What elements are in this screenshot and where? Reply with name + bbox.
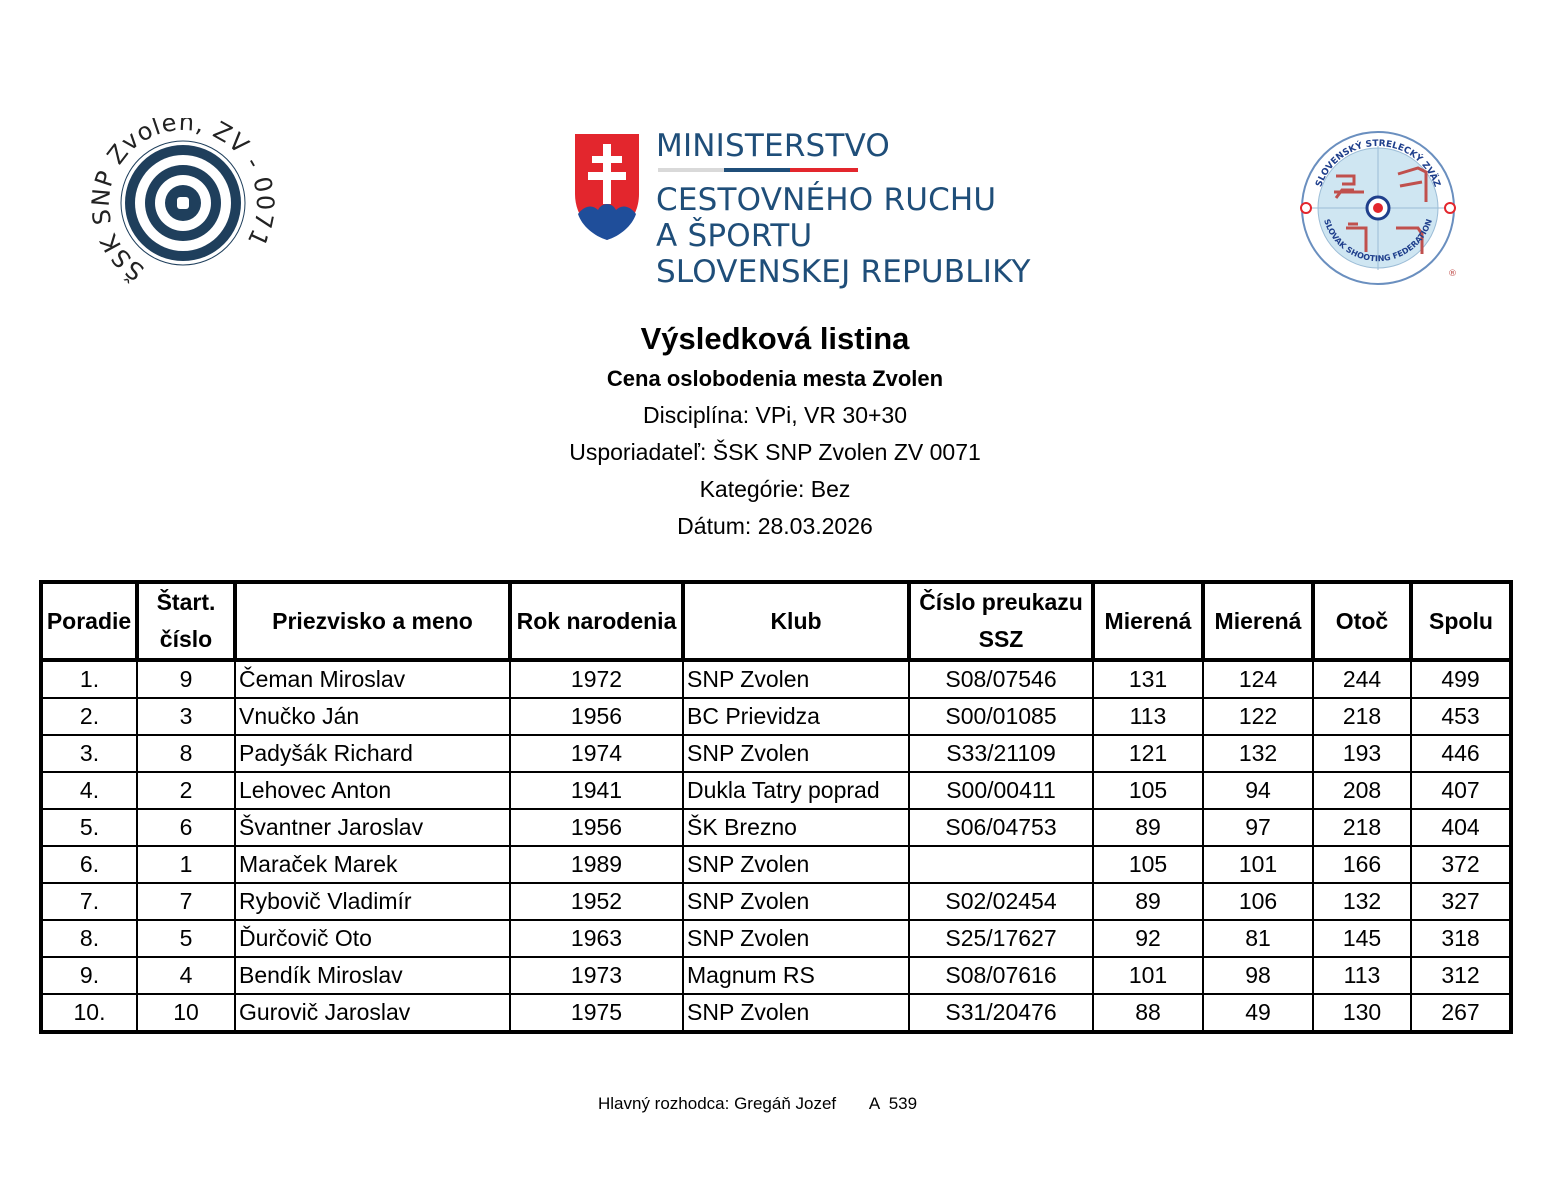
- ministry-line-4: SLOVENSKEJ REPUBLIKY: [656, 254, 1031, 290]
- table-row: [41, 772, 1511, 809]
- cell-rank: 7.: [41, 883, 137, 920]
- cell-rotating: 244: [1313, 660, 1411, 698]
- cell-birth-year: 1975: [510, 994, 683, 1032]
- cell-rotating: 145: [1313, 920, 1411, 957]
- ministry-tricolor-bar: [658, 168, 858, 172]
- column-header-label: Poradie: [46, 607, 132, 634]
- date: Dátum: 28.03.2026: [677, 513, 873, 539]
- cell-aimed-2: 106: [1203, 883, 1313, 920]
- column-header: [1411, 582, 1511, 660]
- federation-logo: [1296, 128, 1466, 288]
- cell-total: 318: [1411, 920, 1511, 957]
- slovak-coat-of-arms-icon: [572, 132, 642, 242]
- club-logo-ring-text: ŠSK SNP Zvolen, ZV - 0071: [88, 118, 278, 287]
- ministry-logo: [572, 128, 1031, 303]
- results-table: [39, 580, 1513, 1034]
- page-title: Výsledková listina: [640, 321, 910, 356]
- ministry-line-1: MINISTERSTVO: [656, 128, 891, 164]
- cell-license-number: S00/01085: [909, 698, 1093, 735]
- cell-rotating: 218: [1313, 698, 1411, 735]
- cell-start-number: 7: [137, 883, 235, 920]
- cell-aimed-1: 113: [1093, 698, 1203, 735]
- cell-start-number: 8: [137, 735, 235, 772]
- cell-rank: 9.: [41, 957, 137, 994]
- cell-name: Padyšák Richard: [235, 735, 510, 772]
- chief-referee: Hlavný rozhodca: Gregáň Jozef: [598, 1094, 837, 1113]
- cell-rotating: 130: [1313, 994, 1411, 1032]
- column-header: [1203, 582, 1313, 660]
- column-header-label: Otoč: [1335, 607, 1389, 634]
- referee-license-code: A 539: [868, 1094, 918, 1113]
- cell-club: ŠK Brezno: [683, 809, 909, 846]
- cell-club: Dukla Tatry poprad: [683, 772, 909, 809]
- cell-rank: 10.: [41, 994, 137, 1032]
- column-header-label: Štart.: [156, 589, 216, 615]
- cell-rotating: 193: [1313, 735, 1411, 772]
- column-header-label: Mierená: [1214, 607, 1302, 634]
- cell-club: SNP Zvolen: [683, 660, 909, 698]
- column-header: [1313, 582, 1411, 660]
- cell-birth-year: 1974: [510, 735, 683, 772]
- column-header: [235, 582, 510, 660]
- column-header: [41, 582, 137, 660]
- cell-rotating: 113: [1313, 957, 1411, 994]
- document-header: [0, 318, 1550, 545]
- cell-total: 446: [1411, 735, 1511, 772]
- column-header-label-line2: číslo: [159, 626, 213, 652]
- table-row: [41, 698, 1511, 735]
- column-header-label: Rok narodenia: [516, 607, 677, 634]
- cell-rank: 5.: [41, 809, 137, 846]
- cell-total: 327: [1411, 883, 1511, 920]
- cell-name: Vnučko Ján: [235, 698, 510, 735]
- table-row: [41, 957, 1511, 994]
- cell-club: SNP Zvolen: [683, 846, 909, 883]
- table-row: [41, 846, 1511, 883]
- cell-aimed-1: 101: [1093, 957, 1203, 994]
- cell-start-number: 9: [137, 660, 235, 698]
- cell-aimed-2: 49: [1203, 994, 1313, 1032]
- cell-aimed-2: 97: [1203, 809, 1313, 846]
- cell-aimed-1: 131: [1093, 660, 1203, 698]
- table-header-row: [41, 582, 1511, 660]
- cell-aimed-2: 94: [1203, 772, 1313, 809]
- cell-start-number: 10: [137, 994, 235, 1032]
- cell-birth-year: 1941: [510, 772, 683, 809]
- cell-rank: 3.: [41, 735, 137, 772]
- cell-start-number: 2: [137, 772, 235, 809]
- cell-license-number: S08/07616: [909, 957, 1093, 994]
- cell-club: SNP Zvolen: [683, 920, 909, 957]
- cell-birth-year: 1963: [510, 920, 683, 957]
- federation-top-text: SLOVENSKÝ STRELECKÝ ZVÄZ: [1314, 138, 1442, 189]
- cell-name: Švantner Jaroslav: [235, 809, 510, 846]
- column-header-label: Priezvisko a meno: [272, 607, 473, 634]
- column-header: [683, 582, 909, 660]
- cell-start-number: 1: [137, 846, 235, 883]
- cell-total: 267: [1411, 994, 1511, 1032]
- cell-start-number: 6: [137, 809, 235, 846]
- cell-club: SNP Zvolen: [683, 883, 909, 920]
- column-header-label: Klub: [770, 607, 822, 634]
- category: Kategórie: Bez: [699, 476, 851, 502]
- cell-start-number: 4: [137, 957, 235, 994]
- column-header: [137, 582, 235, 660]
- column-header-label-line2: SSZ: [978, 626, 1024, 652]
- cell-rotating: 132: [1313, 883, 1411, 920]
- cell-aimed-1: 105: [1093, 846, 1203, 883]
- cell-license-number: S08/07546: [909, 660, 1093, 698]
- cell-total: 404: [1411, 809, 1511, 846]
- cell-rank: 2.: [41, 698, 137, 735]
- table-row: [41, 735, 1511, 772]
- cell-license-number: S33/21109: [909, 735, 1093, 772]
- column-header: [909, 582, 1093, 660]
- cell-rank: 4.: [41, 772, 137, 809]
- cell-aimed-1: 105: [1093, 772, 1203, 809]
- cell-total: 407: [1411, 772, 1511, 809]
- cell-license-number: S06/04753: [909, 809, 1093, 846]
- organizer: Usporiadateľ: ŠSK SNP Zvolen ZV 0071: [569, 439, 981, 465]
- cell-aimed-1: 92: [1093, 920, 1203, 957]
- cell-birth-year: 1952: [510, 883, 683, 920]
- club-logo-sssk-snp-zvolen: [88, 118, 278, 298]
- cell-rank: 1.: [41, 660, 137, 698]
- column-header-label: Mierená: [1104, 607, 1192, 634]
- cell-total: 499: [1411, 660, 1511, 698]
- cell-birth-year: 1956: [510, 809, 683, 846]
- cell-name: Ďurčovič Oto: [235, 920, 510, 957]
- cell-rotating: 208: [1313, 772, 1411, 809]
- registered-mark: ®: [1448, 269, 1457, 279]
- cell-aimed-2: 124: [1203, 660, 1313, 698]
- cell-aimed-1: 121: [1093, 735, 1203, 772]
- target-emblem-icon: [88, 118, 278, 298]
- competition-name: Cena oslobodenia mesta Zvolen: [606, 366, 944, 391]
- cell-birth-year: 1956: [510, 698, 683, 735]
- column-header-label: Číslo preukazu: [919, 589, 1083, 615]
- ministry-line-3: A ŠPORTU: [656, 218, 813, 254]
- column-header: [1093, 582, 1203, 660]
- discipline: Disciplína: VPi, VR 30+30: [643, 402, 907, 428]
- cell-start-number: 5: [137, 920, 235, 957]
- cell-birth-year: 1973: [510, 957, 683, 994]
- cell-name: Bendík Miroslav: [235, 957, 510, 994]
- cell-club: Magnum RS: [683, 957, 909, 994]
- table-row: [41, 994, 1511, 1032]
- footer: [598, 1094, 917, 1114]
- ministry-line-2: CESTOVNÉHO RUCHU: [656, 182, 997, 218]
- cell-license-number: S25/17627: [909, 920, 1093, 957]
- cell-license-number: S02/02454: [909, 883, 1093, 920]
- cell-start-number: 3: [137, 698, 235, 735]
- cell-club: BC Prievidza: [683, 698, 909, 735]
- cell-aimed-2: 81: [1203, 920, 1313, 957]
- cell-rotating: 218: [1313, 809, 1411, 846]
- shooting-federation-emblem-icon: [1296, 128, 1466, 288]
- cell-license-number: S31/20476: [909, 994, 1093, 1032]
- cell-aimed-2: 132: [1203, 735, 1313, 772]
- table-row: [41, 883, 1511, 920]
- cell-total: 312: [1411, 957, 1511, 994]
- table-row: [41, 920, 1511, 957]
- cell-license-number: [909, 846, 1093, 883]
- cell-rank: 6.: [41, 846, 137, 883]
- cell-aimed-2: 122: [1203, 698, 1313, 735]
- cell-name: Gurovič Jaroslav: [235, 994, 510, 1032]
- cell-name: Čeman Miroslav: [235, 660, 510, 698]
- cell-rotating: 166: [1313, 846, 1411, 883]
- cell-license-number: S00/00411: [909, 772, 1093, 809]
- cell-aimed-1: 89: [1093, 809, 1203, 846]
- cell-total: 453: [1411, 698, 1511, 735]
- cell-name: Lehovec Anton: [235, 772, 510, 809]
- table-row: [41, 660, 1511, 698]
- table-row: [41, 809, 1511, 846]
- cell-birth-year: 1989: [510, 846, 683, 883]
- cell-total: 372: [1411, 846, 1511, 883]
- federation-bottom-text: SLOVAK SHOOTING FEDERATION: [1322, 217, 1434, 264]
- cell-rank: 8.: [41, 920, 137, 957]
- cell-aimed-2: 98: [1203, 957, 1313, 994]
- cell-club: SNP Zvolen: [683, 994, 909, 1032]
- column-header-label: Spolu: [1429, 607, 1493, 634]
- cell-aimed-2: 101: [1203, 846, 1313, 883]
- cell-aimed-1: 88: [1093, 994, 1203, 1032]
- cell-name: Maraček Marek: [235, 846, 510, 883]
- cell-club: SNP Zvolen: [683, 735, 909, 772]
- column-header: [510, 582, 683, 660]
- cell-aimed-1: 89: [1093, 883, 1203, 920]
- cell-birth-year: 1972: [510, 660, 683, 698]
- cell-name: Rybovič Vladimír: [235, 883, 510, 920]
